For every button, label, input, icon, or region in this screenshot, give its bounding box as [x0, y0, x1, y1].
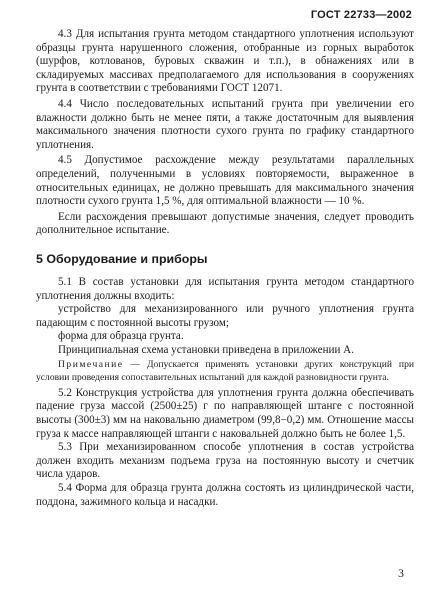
paragraph-schema: Принципиальная схема установки приведена в приложении А.: [58, 343, 354, 356]
paragraph-5-3: 5.3 При механизированном способе уплотнения в состав устройства должен входить механизм подъема груза на постоянную высоту и счетчик числа ударов.: [36, 441, 414, 481]
document-body: [36, 28, 414, 509]
page-number: 3: [398, 566, 404, 580]
paragraph-discrepancy: Если расхождения превышают допустимые значения, следует проводить дополнительное испытание.: [36, 210, 414, 237]
paragraph-5-4: 5.4 Форма для образца грунта должна состоять из цилиндрической части, поддона, зажимного кольца и насадки.: [36, 482, 414, 508]
paragraph-4-3: 4.3 Для испытания грунта методом стандартного уплотнения используют образцы грунта нарушенного сложения, отобранные из горных выработок (шурфов, котлованов, буровых скважин и т.п.), в обнажениях или в складируемых массивах предполагаемого для использования в сооружениях грунта в соответствии с требованиями ГОСТ 12071.: [36, 28, 414, 95]
note-label: Примечание: [58, 359, 124, 371]
paragraph-4-5: 4.5 Допустимое расхождение между результатами параллельных определений, полученными в условиях повторяемости, выраженное в относительных единицах, не должно превышать для максимального значения плотности сухого грунта 1,5 %, для оптимальной влажности — 10 %.: [36, 154, 414, 208]
standard-header: ГОСТ 22733—2002: [310, 9, 412, 21]
paragraph-4-4: 4.4 Число последовательных испытаний грунта при увеличении его влажности должно быть не менее пяти, а также достаточным для выявления максимального значения плотности сухого грунта по графику стандартного уплотнения.: [36, 97, 414, 151]
section-5-title: 5 Оборудование и приборы: [36, 251, 208, 266]
list-item-form: форма для образца грунта.: [58, 330, 184, 343]
note-text: — Допускается применять установки других конструкций при условии проведения сопоставительных испытаний для каждой разновидности грунта.: [36, 359, 414, 383]
note: [36, 359, 414, 383]
paragraph-5-2: 5.2 Конструкция устройства для уплотнения грунта должна обеспечивать падение груза массой (2500±25) г по направляющей штанге с постоянной высоты (300±3) мм на наковальню диаметром (99,8−0,2) мм. Отношение массы груза к массе направляющей штанги с наковальней должно быть не более 1,5.: [36, 386, 414, 440]
list-item-device: устройство для механизированного или ручного уплотнения грунта падающим с постоянной высоты грузом;: [36, 303, 414, 329]
paragraph-5-1: 5.1 В состав установки для испытания грунта методом стандартного уплотнения должны входить:: [36, 275, 414, 302]
